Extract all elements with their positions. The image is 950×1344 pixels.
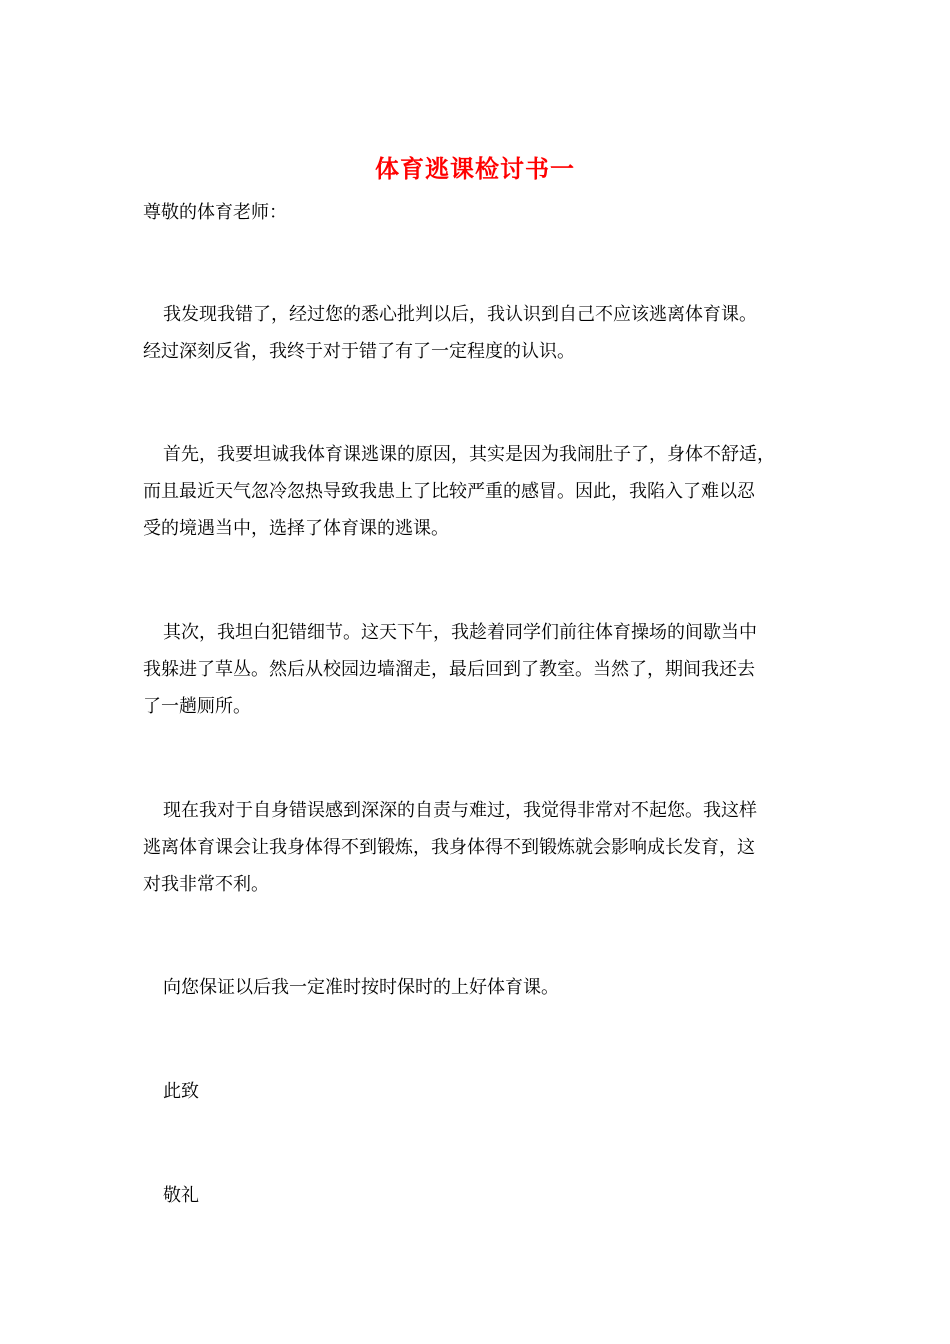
greeting xyxy=(143,194,808,231)
paragraph-line: 首先，我要坦诚我体育课逃课的原因，其实是因为我闹肚子了，身体不舒适， xyxy=(163,444,775,465)
paragraph-line: 我发现我错了，经过您的悉心批判以后，我认识到自己不应该逃离体育课。 xyxy=(163,304,757,325)
closing-salutation xyxy=(143,1073,808,1110)
paragraph-line: 而且最近天气忽冷忽热导致我患上了比较严重的感冒。因此，我陷入了难以忍 xyxy=(143,481,755,502)
closing-text: 敬礼 xyxy=(163,1185,199,1206)
paragraph-line: 对我非常不利。 xyxy=(143,874,269,895)
paragraph-line: 受的境遇当中，选择了体育课的逃课。 xyxy=(143,518,449,539)
paragraph-4 xyxy=(143,792,808,903)
closing-regards xyxy=(143,1177,808,1214)
paragraph-1 xyxy=(143,296,808,370)
paragraph-line: 逃离体育课会让我身体得不到锻炼，我身体得不到锻炼就会影响成长发育，这 xyxy=(143,837,755,858)
paragraph-2 xyxy=(143,436,808,547)
closing-text: 此致 xyxy=(163,1081,199,1102)
paragraph-5 xyxy=(143,969,808,1006)
paragraph-line: 其次，我坦白犯错细节。这天下午，我趁着同学们前往体育操场的间歇当中 xyxy=(163,622,757,643)
document-title: 体育逃课检讨书一 xyxy=(375,154,575,183)
paragraph-line: 我躲进了草丛。然后从校园边墙溜走，最后回到了教室。当然了，期间我还去 xyxy=(143,659,755,680)
paragraph-line: 经过深刻反省，我终于对于错了有了一定程度的认识。 xyxy=(143,341,575,362)
greeting-text: 尊敬的体育老师： xyxy=(143,202,287,223)
paragraph-line: 向您保证以后我一定准时按时保时的上好体育课。 xyxy=(163,977,559,998)
paragraph-3 xyxy=(143,614,808,725)
paragraph-line: 现在我对于自身错误感到深深的自责与难过，我觉得非常对不起您。我这样 xyxy=(163,800,757,821)
paragraph-line: 了一趟厕所。 xyxy=(143,696,251,717)
